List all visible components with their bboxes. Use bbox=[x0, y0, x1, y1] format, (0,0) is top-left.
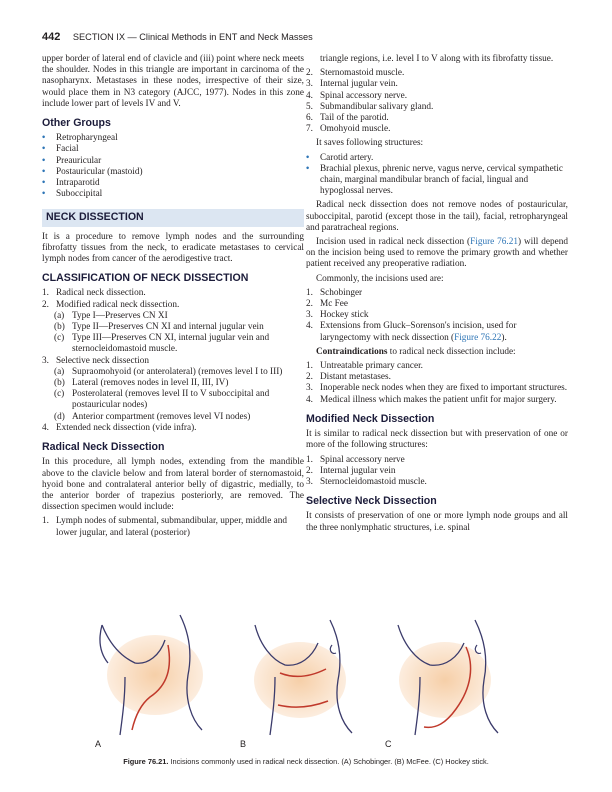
list-item: 3. Selective neck dissection bbox=[42, 355, 149, 366]
saves-intro: It saves following structures: bbox=[316, 138, 424, 149]
list-item: 7. Omohyoid muscle. bbox=[306, 124, 391, 135]
running-header bbox=[42, 31, 570, 45]
list-item: • Postauricular (mastoid) bbox=[42, 166, 143, 177]
neck-dissection-paragraph: It is a procedure to remove lymph nodes and the surrounding fibrofatty tissues from the neck, to eradicate metastases to cervical lymph nodes from cancer of the aerodigestive tract. bbox=[42, 231, 304, 265]
no-remove-paragraph: Radical neck dissection does not remove nodes of postauricular, suboccipital, parotid (except those in the tail), facial, retropharyngeal and paratracheal regions. bbox=[306, 200, 568, 233]
list-subitem: (c) Type III—Preserves CN XI, internal jugular vein and sternocleidomastoid muscle. bbox=[54, 333, 270, 355]
panel-label-a: A bbox=[95, 739, 102, 749]
classification-list bbox=[42, 288, 304, 434]
list-item: 3. Hockey stick bbox=[306, 310, 369, 321]
list-item: 4. Spinal accessory nerve. bbox=[306, 90, 408, 101]
specimen-list-start bbox=[42, 516, 304, 538]
list-item: • Suboccipital bbox=[42, 189, 103, 200]
list-item: 3. Inoperable neck nodes when they are fixed to important structures. bbox=[306, 383, 568, 394]
panel-label-b: B bbox=[240, 739, 247, 749]
list-item: 4. Extended neck dissection (vide infra). bbox=[42, 422, 197, 433]
list-item: • Intraparotid bbox=[42, 178, 100, 189]
list-subitem: (a) Supraomohyoid (or anterolateral) (removes level I to III) bbox=[54, 366, 283, 377]
list-item: 2. Internal jugular vein bbox=[306, 465, 396, 476]
selective-paragraph: It consists of preservation of one or more lymph node groups and all the three nonlymphatic structures, i.e. spinal bbox=[306, 511, 568, 533]
other-groups-heading: Other Groups bbox=[42, 117, 111, 130]
contra-list bbox=[306, 361, 568, 406]
list-item: 2. Sternomastoid muscle. bbox=[306, 68, 405, 79]
contra-paragraph: Contraindications to radical neck dissection include: bbox=[316, 346, 516, 357]
modified-paragraph: It is similar to radical neck dissection but with preservation of one or more of the following structures: bbox=[306, 429, 568, 451]
saves-list bbox=[306, 153, 568, 198]
modified-heading: Modified Neck Dissection bbox=[306, 412, 435, 425]
list-item: 2. Mc Fee bbox=[306, 299, 348, 310]
ear-outline bbox=[475, 645, 481, 653]
list-subitem: (b) Type II—Preserves CN XI and internal jugular vein bbox=[54, 322, 264, 333]
commonly-paragraph: Commonly, the incisions used are: bbox=[316, 273, 444, 284]
continued-item: triangle regions, i.e. level I to V along with its fibrofatty tissue. bbox=[320, 54, 554, 64]
figure-ref-link[interactable]: Figure 76.22 bbox=[454, 332, 502, 343]
caption-label: Figure 76.21. bbox=[123, 757, 169, 766]
list-item: 4. Extensions from Gluck–Sorenson's incision, used for laryngectomy with neck dissection (Figure 76.22). bbox=[306, 321, 517, 343]
list-item: 3. Internal jugular vein. bbox=[306, 79, 398, 90]
modified-list bbox=[306, 455, 568, 489]
list-item: • Brachial plexus, phrenic nerve, vagus nerve, cervical sympathetic chain, marginal mandibular branch of facial, lingual and hypoglossal nerves. bbox=[306, 163, 563, 197]
running-title: SECTION IX — Clinical Methods in ENT and Neck Masses bbox=[72, 32, 313, 42]
list-item: 1. Spinal accessory nerve bbox=[306, 454, 405, 465]
page-number: 442 bbox=[42, 31, 61, 43]
neck-dissection-heading: NECK DISSECTION bbox=[42, 209, 304, 226]
list-item: 1. Schobinger bbox=[306, 287, 363, 298]
list-item: 4. Medical illness which makes the patient unfit for major surgery. bbox=[306, 394, 557, 405]
right-column bbox=[306, 54, 568, 537]
incision-paragraph: Incision used in radical neck dissection (Figure 76.21) will depend on the incision being used to remove the primary growth and whether patient received any preoperative radiation. bbox=[306, 237, 568, 270]
list-item: 1. Lymph nodes of submental, submandibular, upper, middle and lower jugular, and lateral (posterior) bbox=[42, 516, 287, 538]
list-item: • Preauricular bbox=[42, 155, 102, 166]
list-item: • Carotid artery. bbox=[306, 152, 374, 163]
list-item: 1. Untreatable primary cancer. bbox=[306, 361, 423, 372]
selective-heading: Selective Neck Dissection bbox=[306, 495, 437, 508]
other-groups-list bbox=[42, 133, 304, 200]
list-item: 1. Radical neck dissection. bbox=[42, 288, 146, 299]
list-subitem: (b) Lateral (removes nodes in level II, III, IV) bbox=[54, 378, 229, 389]
specimen-list bbox=[306, 68, 568, 135]
classification-heading: CLASSIFICATION OF NECK DISSECTION bbox=[42, 272, 249, 285]
figure-ref-link[interactable]: Figure 76.21 bbox=[470, 237, 518, 248]
list-item: 3. Sternocleidomastoid muscle. bbox=[306, 476, 427, 487]
panel-label-c: C bbox=[385, 739, 392, 749]
list-item: 5. Submandibular salivary gland. bbox=[306, 101, 434, 112]
list-item: • Retropharyngeal bbox=[42, 133, 118, 144]
incision-list bbox=[306, 288, 568, 344]
radical-heading: Radical Neck Dissection bbox=[42, 441, 165, 454]
panel-a-illustration bbox=[95, 615, 203, 749]
list-item: • Facial bbox=[42, 144, 79, 155]
incision-figure bbox=[80, 605, 520, 755]
radical-paragraph: In this procedure, all lymph nodes, extending from the mandible above to the clavicle below and from lateral border of sternomastoid, hyoid bone and contralateral anterior belly of digastric, medially, to the anterior border of trapezius posteriorly, are removed. The dissection specimen would include: bbox=[42, 457, 304, 513]
list-item: 6. Tail of the parotid. bbox=[306, 113, 389, 124]
list-subitem: (d) Anterior compartment (removes level VI nodes) bbox=[54, 411, 251, 422]
ear-outline bbox=[330, 645, 336, 653]
figure-caption bbox=[42, 757, 570, 766]
list-item: 2. Modified radical neck dissection. bbox=[42, 299, 180, 310]
panel-b-illustration bbox=[240, 620, 352, 749]
list-subitem: (c) Posterolateral (removes level II to V suboccipital and postauricular nodes) bbox=[54, 389, 270, 411]
list-subitem: (a) Type I—Preserves CN XI bbox=[54, 310, 168, 321]
left-column bbox=[42, 54, 304, 542]
caption-text: Incisions commonly used in radical neck dissection. (A) Schobinger. (B) McFee. (C) Hockey stick. bbox=[170, 757, 489, 766]
list-item: 2. Distant metastases. bbox=[306, 372, 391, 383]
intro-paragraph: upper border of lateral end of clavicle and (iii) point where neck meets the shoulder. Nodes in this triangle are important in carcinoma of the nasopharynx. Metastases in these nodes, irrespective of their size, would place them in N3 category (AJCC, 1977). Nodes in this zone include lower part of levels IV and V. bbox=[42, 54, 304, 109]
panel-c-illustration bbox=[385, 620, 498, 749]
